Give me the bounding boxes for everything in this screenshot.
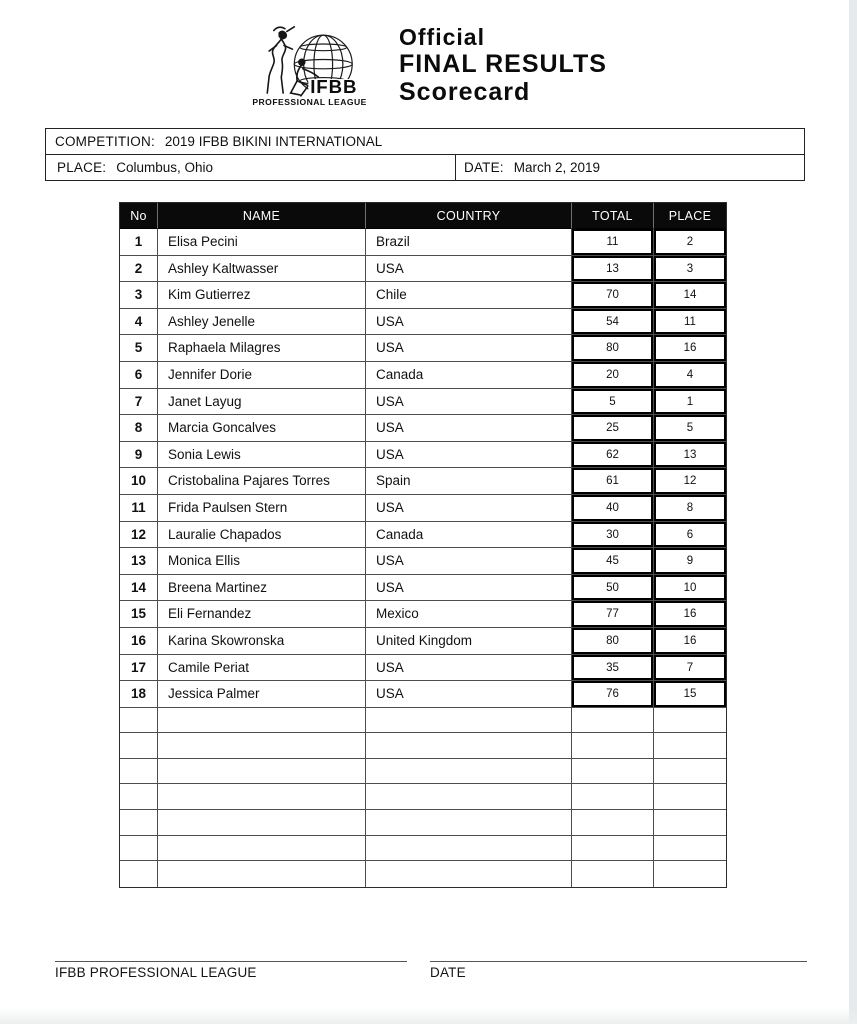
- athlete-name-cell: Jessica Palmer: [158, 681, 366, 708]
- place-score-cell: 7: [654, 655, 726, 682]
- table-row: [120, 522, 726, 549]
- row-number-cell: 7: [120, 389, 158, 416]
- country-cell: USA: [366, 309, 572, 336]
- place-date-row: [46, 155, 804, 180]
- country-cell: USA: [366, 495, 572, 522]
- total-score-cell: 35: [572, 655, 654, 682]
- competition-label: COMPETITION:: [55, 134, 155, 149]
- date-value: March 2, 2019: [513, 160, 601, 175]
- country-cell: [366, 708, 572, 734]
- row-number-cell: 4: [120, 309, 158, 336]
- signature-block-date: [430, 961, 807, 980]
- total-score-cell: [572, 708, 654, 734]
- country-cell: Spain: [366, 468, 572, 495]
- total-score-cell: 80: [572, 335, 654, 362]
- table-body: [120, 229, 726, 887]
- row-number-cell: 10: [120, 468, 158, 495]
- athlete-name-cell: [158, 861, 366, 887]
- place-score-cell: 1: [654, 389, 726, 416]
- date-cell: [456, 155, 804, 180]
- total-score-cell: 25: [572, 415, 654, 442]
- document-title: [399, 24, 607, 107]
- place-score-cell: 16: [654, 628, 726, 655]
- total-score-cell: [572, 861, 654, 887]
- athlete-name-cell: Kim Gutierrez: [158, 282, 366, 309]
- row-number-cell: [120, 810, 158, 836]
- athlete-name-cell: Eli Fernandez: [158, 601, 366, 628]
- title-line-official: Official: [399, 24, 485, 50]
- empty-table-row: [120, 708, 726, 734]
- table-header-row: [120, 203, 726, 229]
- ifbb-wordmark: IFBB: [310, 76, 358, 98]
- athlete-name-cell: Lauralie Chapados: [158, 522, 366, 549]
- row-number-cell: 2: [120, 256, 158, 283]
- country-cell: Mexico: [366, 601, 572, 628]
- row-number-cell: [120, 861, 158, 887]
- row-number-cell: 16: [120, 628, 158, 655]
- page-right-edge: [849, 0, 857, 1024]
- table-row: [120, 575, 726, 602]
- scorecard-header: [243, 22, 607, 110]
- signature-date-label: DATE: [430, 965, 466, 980]
- row-number-cell: 6: [120, 362, 158, 389]
- row-number-cell: 17: [120, 655, 158, 682]
- place-score-cell: [654, 861, 726, 887]
- table-row: [120, 309, 726, 336]
- table-row: [120, 362, 726, 389]
- total-score-cell: 61: [572, 468, 654, 495]
- competition-value: 2019 IFBB BIKINI INTERNATIONAL: [164, 134, 383, 149]
- row-number-cell: 8: [120, 415, 158, 442]
- athlete-name-cell: [158, 733, 366, 759]
- athlete-name-cell: Jennifer Dorie: [158, 362, 366, 389]
- country-cell: USA: [366, 389, 572, 416]
- place-score-cell: [654, 836, 726, 862]
- total-score-cell: 45: [572, 548, 654, 575]
- total-score-cell: 40: [572, 495, 654, 522]
- athlete-name-cell: [158, 836, 366, 862]
- total-score-cell: 30: [572, 522, 654, 549]
- athlete-name-cell: Ashley Kaltwasser: [158, 256, 366, 283]
- table-row: [120, 495, 726, 522]
- competition-info-box: [45, 128, 805, 181]
- total-score-cell: 20: [572, 362, 654, 389]
- table-row: [120, 655, 726, 682]
- table-row: [120, 229, 726, 256]
- empty-table-row: [120, 836, 726, 862]
- table-row: [120, 282, 726, 309]
- country-cell: [366, 836, 572, 862]
- table-row: [120, 415, 726, 442]
- row-number-cell: 15: [120, 601, 158, 628]
- place-score-cell: 5: [654, 415, 726, 442]
- page-bottom-edge: [0, 1008, 857, 1024]
- total-score-cell: 77: [572, 601, 654, 628]
- country-cell: USA: [366, 548, 572, 575]
- athlete-name-cell: Ashley Jenelle: [158, 309, 366, 336]
- title-line-final-results: FINAL RESULTS: [399, 50, 607, 78]
- athlete-name-cell: [158, 810, 366, 836]
- row-number-cell: 12: [120, 522, 158, 549]
- row-number-cell: [120, 759, 158, 785]
- table-row: [120, 442, 726, 469]
- place-score-cell: 3: [654, 256, 726, 283]
- place-score-cell: 12: [654, 468, 726, 495]
- place-score-cell: [654, 759, 726, 785]
- place-score-cell: [654, 708, 726, 734]
- table-row: [120, 389, 726, 416]
- total-score-cell: 70: [572, 282, 654, 309]
- table-row: [120, 335, 726, 362]
- total-score-cell: [572, 784, 654, 810]
- athlete-name-cell: Camile Periat: [158, 655, 366, 682]
- athlete-name-cell: Raphaela Milagres: [158, 335, 366, 362]
- country-cell: [366, 733, 572, 759]
- country-cell: Canada: [366, 522, 572, 549]
- place-score-cell: 10: [654, 575, 726, 602]
- column-header-no: No: [120, 203, 158, 229]
- place-label: PLACE:: [57, 160, 107, 175]
- total-score-cell: 50: [572, 575, 654, 602]
- table-row: [120, 601, 726, 628]
- row-number-cell: 13: [120, 548, 158, 575]
- country-cell: USA: [366, 442, 572, 469]
- athlete-name-cell: Frida Paulsen Stern: [158, 495, 366, 522]
- competition-row: [46, 129, 804, 155]
- athlete-name-cell: Breena Martinez: [158, 575, 366, 602]
- signature-block-league: [55, 961, 407, 980]
- row-number-cell: [120, 784, 158, 810]
- title-line-scorecard: Scorecard: [399, 78, 531, 106]
- total-score-cell: [572, 836, 654, 862]
- total-score-cell: 76: [572, 681, 654, 708]
- country-cell: USA: [366, 575, 572, 602]
- column-header-name: NAME: [158, 203, 366, 229]
- country-cell: [366, 784, 572, 810]
- country-cell: Brazil: [366, 229, 572, 256]
- results-table: [119, 202, 727, 888]
- empty-table-row: [120, 759, 726, 785]
- place-score-cell: [654, 784, 726, 810]
- row-number-cell: [120, 836, 158, 862]
- country-cell: Chile: [366, 282, 572, 309]
- athlete-name-cell: Marcia Goncalves: [158, 415, 366, 442]
- athlete-name-cell: [158, 708, 366, 734]
- row-number-cell: [120, 708, 158, 734]
- total-score-cell: 11: [572, 229, 654, 256]
- country-cell: USA: [366, 256, 572, 283]
- row-number-cell: 3: [120, 282, 158, 309]
- professional-league-wordmark: PROFESSIONAL LEAGUE: [252, 97, 367, 108]
- athlete-name-cell: [158, 759, 366, 785]
- athlete-name-cell: Sonia Lewis: [158, 442, 366, 469]
- total-score-cell: 80: [572, 628, 654, 655]
- athlete-name-cell: Elisa Pecini: [158, 229, 366, 256]
- country-cell: USA: [366, 655, 572, 682]
- country-cell: United Kingdom: [366, 628, 572, 655]
- country-cell: USA: [366, 681, 572, 708]
- total-score-cell: [572, 759, 654, 785]
- athlete-name-cell: Janet Layug: [158, 389, 366, 416]
- athlete-name-cell: Karina Skowronska: [158, 628, 366, 655]
- table-row: [120, 256, 726, 283]
- row-number-cell: 18: [120, 681, 158, 708]
- place-score-cell: [654, 733, 726, 759]
- total-score-cell: 54: [572, 309, 654, 336]
- ifbb-logo: [243, 22, 383, 110]
- country-cell: USA: [366, 415, 572, 442]
- place-score-cell: 8: [654, 495, 726, 522]
- table-row: [120, 628, 726, 655]
- column-header-place: PLACE: [654, 203, 726, 229]
- total-score-cell: 5: [572, 389, 654, 416]
- place-score-cell: 14: [654, 282, 726, 309]
- row-number-cell: 1: [120, 229, 158, 256]
- row-number-cell: 9: [120, 442, 158, 469]
- row-number-cell: 5: [120, 335, 158, 362]
- place-score-cell: 6: [654, 522, 726, 549]
- country-cell: [366, 810, 572, 836]
- place-score-cell: 9: [654, 548, 726, 575]
- table-row: [120, 548, 726, 575]
- table-row: [120, 468, 726, 495]
- row-number-cell: 14: [120, 575, 158, 602]
- place-score-cell: 2: [654, 229, 726, 256]
- place-score-cell: 16: [654, 335, 726, 362]
- place-score-cell: 4: [654, 362, 726, 389]
- country-cell: Canada: [366, 362, 572, 389]
- athlete-name-cell: [158, 784, 366, 810]
- total-score-cell: [572, 810, 654, 836]
- date-label: DATE:: [464, 160, 504, 175]
- place-value: Columbus, Ohio: [116, 160, 214, 175]
- empty-table-row: [120, 861, 726, 887]
- place-score-cell: 11: [654, 309, 726, 336]
- athlete-name-cell: Monica Ellis: [158, 548, 366, 575]
- signature-league-label: IFBB PROFESSIONAL LEAGUE: [55, 965, 257, 980]
- country-cell: USA: [366, 335, 572, 362]
- empty-table-row: [120, 733, 726, 759]
- place-score-cell: 13: [654, 442, 726, 469]
- column-header-total: TOTAL: [572, 203, 654, 229]
- row-number-cell: [120, 733, 158, 759]
- empty-table-row: [120, 810, 726, 836]
- athlete-name-cell: Cristobalina Pajares Torres: [158, 468, 366, 495]
- total-score-cell: [572, 733, 654, 759]
- total-score-cell: 13: [572, 256, 654, 283]
- column-header-country: COUNTRY: [366, 203, 572, 229]
- country-cell: [366, 759, 572, 785]
- table-row: [120, 681, 726, 708]
- country-cell: [366, 861, 572, 887]
- place-score-cell: [654, 810, 726, 836]
- place-score-cell: 16: [654, 601, 726, 628]
- place-score-cell: 15: [654, 681, 726, 708]
- row-number-cell: 11: [120, 495, 158, 522]
- place-cell: [46, 155, 456, 180]
- empty-table-row: [120, 784, 726, 810]
- total-score-cell: 62: [572, 442, 654, 469]
